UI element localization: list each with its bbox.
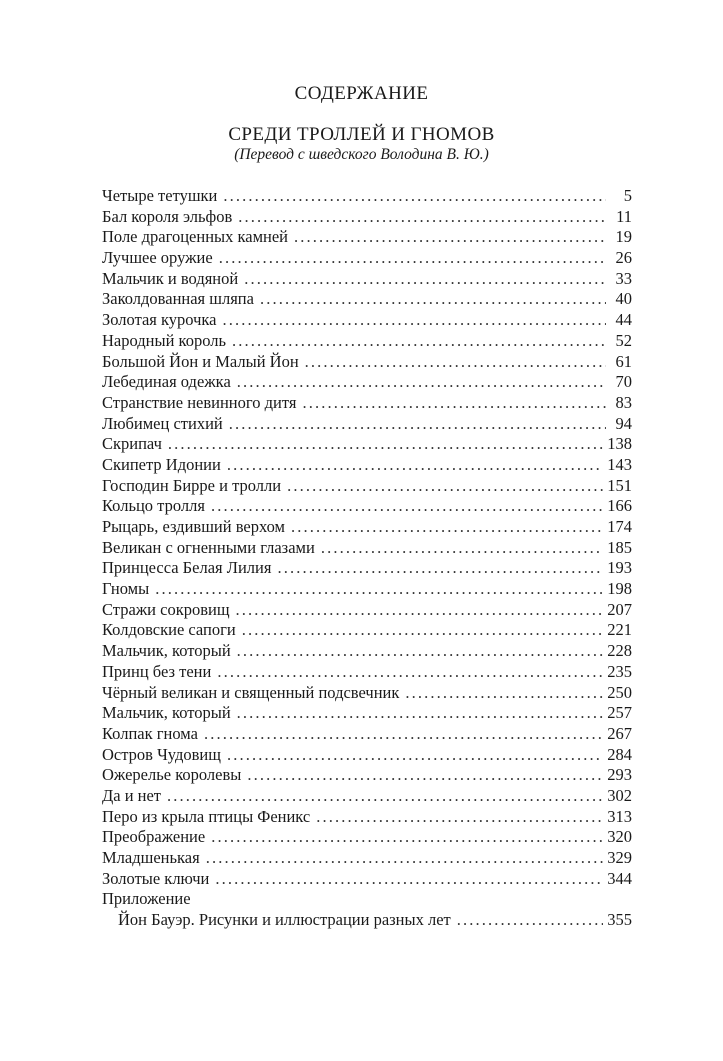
toc-entry xyxy=(102,641,632,662)
toc-entry xyxy=(102,745,632,766)
toc-dot-leader xyxy=(219,248,606,269)
toc-dot-leader xyxy=(155,579,603,600)
toc-dot-leader xyxy=(237,703,604,724)
toc-entry-page: 83 xyxy=(615,392,632,412)
toc-entry-title: Бал короля эльфов xyxy=(102,206,233,226)
toc-entry xyxy=(102,538,632,559)
toc-entry xyxy=(102,248,632,269)
toc-dot-leader xyxy=(237,372,606,393)
toc-dot-leader xyxy=(236,600,604,621)
toc-entry-title: Мальчик, который xyxy=(102,703,231,723)
toc-entry xyxy=(102,496,632,517)
toc-entry xyxy=(102,558,632,579)
toc-dot-leader xyxy=(291,517,603,538)
toc-entry xyxy=(102,807,632,828)
toc-entry-page: 5 xyxy=(623,186,632,205)
toc-dot-leader xyxy=(168,434,603,455)
appendix-label: Приложение xyxy=(102,889,191,909)
toc-entry xyxy=(102,393,632,414)
toc-dot-leader xyxy=(238,207,606,228)
toc-dot-leader xyxy=(237,641,604,662)
toc-entry-title: Колдовские сапоги xyxy=(102,620,236,640)
toc-entry-page: 313 xyxy=(607,806,632,826)
toc-entry-title: Поле драгоценных камней xyxy=(102,227,288,247)
toc-dot-leader xyxy=(244,269,606,290)
toc-entry-page: 185 xyxy=(607,537,632,557)
toc-entry xyxy=(102,662,632,683)
toc-entry xyxy=(102,579,632,600)
toc-entry xyxy=(102,186,632,207)
toc-dot-leader xyxy=(211,827,603,848)
toc-entry-page: 19 xyxy=(615,227,632,247)
toc-entry xyxy=(102,434,632,455)
toc-entry-title: Золотые ключи xyxy=(102,868,210,888)
toc-entry-title: Любимец стихий xyxy=(102,413,223,433)
toc-entry xyxy=(102,331,632,352)
toc-dot-leader xyxy=(217,662,603,683)
toc-dot-leader xyxy=(247,765,603,786)
toc-dot-leader xyxy=(277,558,603,579)
toc-entry-page: 221 xyxy=(607,620,632,640)
toc-entry-title: Четыре тетушки xyxy=(102,186,218,205)
toc-entry-page: 52 xyxy=(615,330,632,350)
toc-entry xyxy=(102,517,632,538)
toc-entry xyxy=(102,227,632,248)
toc-entry-page: 11 xyxy=(616,206,632,226)
toc-entry-page: 293 xyxy=(607,765,632,785)
toc-entry-title: Перо из крыла птицы Феникс xyxy=(102,806,311,826)
toc-entry xyxy=(102,207,632,228)
toc-entry-page: 138 xyxy=(607,434,632,454)
toc-dot-leader xyxy=(204,724,603,745)
toc-dot-leader xyxy=(232,331,606,352)
toc-dot-leader xyxy=(305,352,606,373)
toc-entry-page: 26 xyxy=(615,248,632,268)
toc-entry-title: Чёрный великан и священный подсвечник xyxy=(102,682,400,702)
toc-dot-leader xyxy=(206,848,604,869)
toc-entry-page: 250 xyxy=(607,682,632,702)
toc-entry-page: 61 xyxy=(615,351,632,371)
table-of-contents xyxy=(102,186,632,931)
toc-dot-leader xyxy=(321,538,603,559)
appendix-entry-page: 355 xyxy=(607,910,632,930)
toc-entry-page: 33 xyxy=(615,268,632,288)
toc-entry-page: 329 xyxy=(607,848,632,867)
toc-entry-title: Преображение xyxy=(102,827,206,847)
toc-entry xyxy=(102,455,632,476)
toc-entry-page: 94 xyxy=(615,413,632,433)
toc-entry-title: Народный король xyxy=(102,330,226,350)
section-title: СРЕДИ ТРОЛЛЕЙ И ГНОМОВ xyxy=(228,124,495,145)
appendix-entry-title: Йон Бауэр. Рисунки и иллюстрации разных лет xyxy=(118,910,451,930)
toc-entry-page: 70 xyxy=(615,372,632,392)
toc-entry-title: Да и нет xyxy=(102,785,162,805)
toc-entry-title: Господин Бирре и тролли xyxy=(102,475,282,495)
toc-entry xyxy=(102,600,632,621)
toc-entry-title: Заколдованная шляпа xyxy=(102,289,254,309)
toc-entry-title: Кольцо тролля xyxy=(102,496,205,516)
toc-dot-leader xyxy=(223,186,606,207)
toc-dot-leader xyxy=(229,414,606,435)
toc-entry xyxy=(102,476,632,497)
toc-entry-page: 284 xyxy=(607,744,632,764)
toc-entry-page: 40 xyxy=(615,289,632,309)
toc-entry xyxy=(102,414,632,435)
toc-entry-title: Лебединая одежка xyxy=(102,372,231,392)
toc-dot-leader xyxy=(227,745,603,766)
toc-dot-leader xyxy=(260,289,606,310)
appendix-entry xyxy=(102,910,632,931)
toc-dot-leader xyxy=(316,807,603,828)
toc-entry-title: Мальчик и водяной xyxy=(102,268,239,288)
toc-entry-title: Лучшее оружие xyxy=(102,248,213,268)
toc-entry-title: Мальчик, который xyxy=(102,641,231,661)
toc-entry-title: Странствие невинного дитя xyxy=(102,392,297,412)
toc-entry xyxy=(102,765,632,786)
toc-entry-page: 267 xyxy=(607,723,632,743)
toc-entry-title: Большой Йон и Малый Йон xyxy=(102,351,299,371)
toc-entry-title: Рыцарь, ездивший верхом xyxy=(102,517,285,536)
toc-entry xyxy=(102,620,632,641)
toc-entry-page: 302 xyxy=(607,785,632,805)
toc-entry-title: Колпак гнома xyxy=(102,723,198,743)
toc-entry xyxy=(102,310,632,331)
toc-dot-leader xyxy=(223,310,606,331)
toc-entry-page: 44 xyxy=(615,310,632,330)
toc-entry xyxy=(102,703,632,724)
toc-entry xyxy=(102,869,632,890)
toc-entry xyxy=(102,269,632,290)
toc-entry-title: Ожерелье королевы xyxy=(102,765,242,785)
toc-dot-leader xyxy=(242,620,604,641)
toc-entry xyxy=(102,683,632,704)
toc-dot-leader xyxy=(302,393,606,414)
toc-entry-page: 166 xyxy=(607,496,632,516)
toc-entry-title: Золотая курочка xyxy=(102,310,217,330)
toc-entry-page: 207 xyxy=(607,599,632,619)
toc-dot-leader xyxy=(215,869,603,890)
toc-entry-title: Принцесса Белая Лилия xyxy=(102,558,272,578)
toc-entry-title: Гномы xyxy=(102,579,150,599)
toc-entry xyxy=(102,352,632,373)
toc-dot-leader xyxy=(167,786,603,807)
toc-entry xyxy=(102,289,632,310)
toc-entry-title: Великан с огненными глазами xyxy=(102,537,315,557)
toc-entry-title: Скрипач xyxy=(102,434,162,454)
toc-entry-title: Остров Чудовищ xyxy=(102,744,221,764)
toc-entry-page: 235 xyxy=(607,661,632,681)
toc-entry xyxy=(102,848,632,869)
toc-entry-title: Стражи сокровищ xyxy=(102,599,230,619)
toc-entry xyxy=(102,786,632,807)
toc-entry-title: Скипетр Идонии xyxy=(102,454,221,474)
toc-entry xyxy=(102,827,632,848)
toc-entry-page: 257 xyxy=(607,703,632,723)
toc-entry-page: 193 xyxy=(607,558,632,578)
toc-dot-leader xyxy=(227,455,603,476)
toc-entry-page: 228 xyxy=(607,641,632,661)
toc-entry-title: Младшенькая xyxy=(102,848,200,867)
section-subtitle: (Перевод с шведского Володина В. Ю.) xyxy=(234,146,489,163)
toc-entry-page: 198 xyxy=(607,579,632,599)
toc-entry-page: 320 xyxy=(607,827,632,847)
toc-entry-title: Принц без тени xyxy=(102,661,212,681)
toc-dot-leader xyxy=(211,496,603,517)
toc-dot-leader xyxy=(405,683,603,704)
toc-entry-page: 344 xyxy=(607,868,632,888)
toc-dot-leader xyxy=(287,476,603,497)
toc-dot-leader xyxy=(294,227,606,248)
toc-entry-page: 143 xyxy=(607,454,632,474)
page-title: СОДЕРЖАНИЕ xyxy=(294,83,429,104)
toc-entry-page: 151 xyxy=(607,475,632,495)
toc-entry xyxy=(102,724,632,745)
toc-entry-page: 174 xyxy=(607,517,632,536)
toc-entry xyxy=(102,372,632,393)
toc-dot-leader xyxy=(457,910,604,931)
